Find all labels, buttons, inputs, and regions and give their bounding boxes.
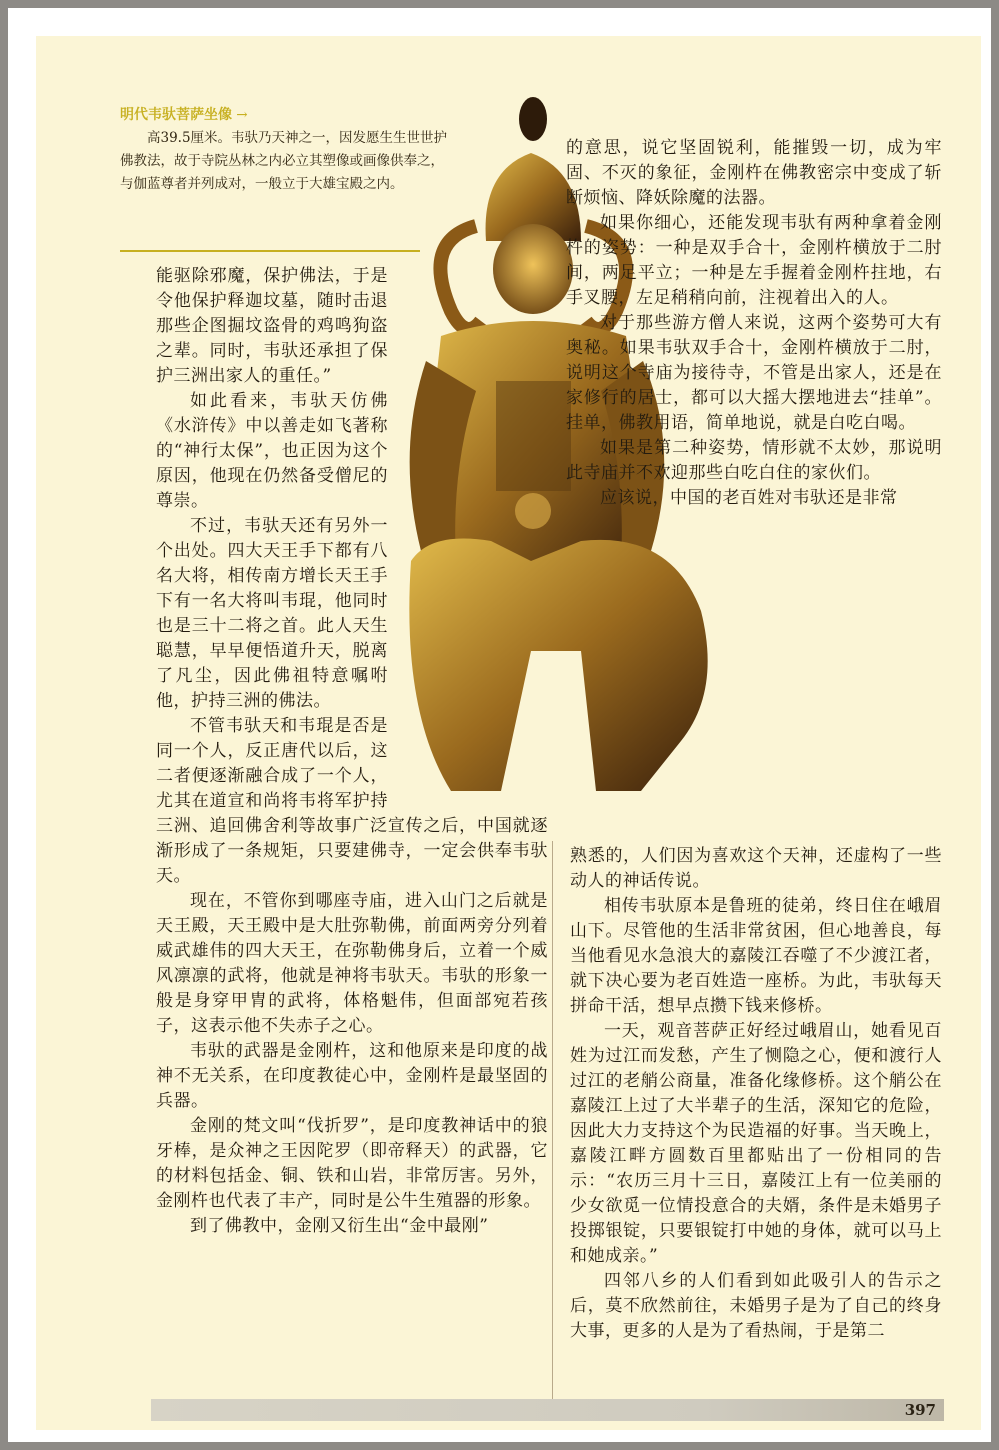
- column-divider: [552, 841, 553, 1401]
- right-column-bottom: [570, 844, 942, 1344]
- paragraph: 到了佛教中，金刚又衍生出“金中最刚”: [190, 1216, 489, 1236]
- paragraph: 不管韦驮天和韦琨是否是同一个人，反正唐代以后，这二者便逐渐融合成了一个人，尤其在道宣和尚将韦将军护持三洲、追回佛舍利等故事广泛宣传之后，中国就逐渐形成了一条规矩，只要建佛寺，一定会供奉韦驮天。: [156, 716, 548, 886]
- paragraph: 一天，观音菩萨正好经过峨眉山，她看见百姓为过江而发愁，产生了恻隐之心，便和渡行人过江的老艄公商量，准备化缘修桥。这个艄公在嘉陵江上过了大半辈子的生活，深知它的危险，因此大力支持这个为民造福的好事。当天晚上，嘉陵江畔方圆数百里都贴出了一份相同的告示：“农历三月十三日，嘉陵江上有一位美丽的少女欲觅一位情投意合的夫婿，条件是未婚男子投掷银锭，只要银锭打中她的身体，就可以马上和她成亲。”: [570, 1021, 942, 1266]
- caption-title: 明代韦驮菩萨坐像: [120, 107, 232, 123]
- paragraph: 韦驮的武器是金刚杵，这和他原来是印度的战神不无关系，在印度教徒心中，金刚杵是最坚固的兵器。: [156, 1041, 548, 1111]
- paragraph: 能驱除邪魔，保护佛法，于是令他保护释迦坟墓，随时击退那些企图掘坟盗骨的鸡鸣狗盗之辈。同时，韦驮还承担了保护三洲出家人的重任。”: [156, 266, 388, 386]
- float-spacer: [388, 264, 548, 804]
- paragraph: 四邻八乡的人们看到如此吸引人的告示之后，莫不欣然前往，未婚男子是为了自己的终身大事，更多的人是为了看热闹，于是第二: [570, 1271, 942, 1341]
- page-number: 397: [904, 1401, 936, 1419]
- caption-underline: [120, 250, 420, 252]
- left-column: [156, 264, 548, 1239]
- paragraph: 的意思，说它坚固锐利，能摧毁一切，成为牢固、不灭的象征，金刚杵在佛教密宗中变成了斩断烦恼、降妖除魔的法器。: [566, 138, 942, 208]
- page-frame: [8, 8, 991, 1442]
- paragraph: 对于那些游方僧人来说，这两个姿势可大有奥秘。如果韦驮双手合十，金刚杵横放于二肘，说明这个寺庙为接待寺，不管是出家人，还是在家修行的居士，都可以大摇大摆地进去“挂单”。挂单，佛教用语，简单地说，就是白吃白喝。: [566, 313, 942, 433]
- paragraph: 应该说，中国的老百姓对韦驮还是非常: [600, 488, 898, 508]
- page: [36, 36, 981, 1430]
- paragraph: 不过，韦驮天还有另外一个出处。四大天王手下都有八名大将，相传南方增长天王手下有一名大将叫韦琨，他同时也是三十二将之首。此人天生聪慧，早早便悟道升天，脱离了凡尘，因此佛祖特意嘱咐他，护持三洲的佛法。: [156, 516, 388, 711]
- caption-arrow: →: [236, 107, 248, 123]
- paragraph: 相传韦驮原本是鲁班的徒弟，终日住在峨眉山下。尽管他的生活非常贫困，但心地善良，每当他看见水急浪大的嘉陵江吞噬了不少渡江者，就下决心要为老百姓造一座桥。为此，韦驮每天拼命干活，想早点攒下钱来修桥。: [570, 896, 942, 1016]
- paragraph: 如果是第二种姿势，情形就不太妙，那说明此寺庙并不欢迎那些白吃白住的家伙们。: [566, 438, 942, 483]
- caption-text: 高39.5厘米。韦驮乃天神之一，因发愿生生世世护佛教法，故于寺院丛林之内必立其塑像或画像供奉之，与伽蓝尊者并列成对，一般立于大雄宝殿之内。: [120, 130, 448, 192]
- paragraph: 如果你细心，还能发现韦驮有两种拿着金刚杵的姿势：一种是双手合十，金刚杵横放于二肘间，两足平立；一种是左手握着金刚杵拄地，右手叉腰，左足稍稍向前，注视着出入的人。: [566, 213, 942, 308]
- footer-bar: [151, 1399, 944, 1421]
- right-column-top: [566, 136, 942, 511]
- paragraph: 熟悉的，人们因为喜欢这个天神，还虚构了一些动人的神话传说。: [570, 846, 942, 891]
- paragraph: 金刚的梵文叫“伐折罗”，是印度教神话中的狼牙棒，是众神之王因陀罗（即帝释天）的武器，它的材料包括金、铜、铁和山岩，非常厉害。另外，金刚杵也代表了丰产，同时是公牛生殖器的形象。: [156, 1116, 548, 1211]
- paragraph: 现在，不管你到哪座寺庙，进入山门之后就是天王殿，天王殿中是大肚弥勒佛，前面两旁分列着威武雄伟的四大天王，在弥勒佛身后，立着一个威风凛凛的武将，他就是神将韦驮天。韦驮的形象一般是身穿甲胄的武将，体格魁伟，但面部宛若孩子，这表示他不失赤子之心。: [156, 891, 548, 1036]
- paragraph: 如此看来，韦驮天仿佛《水浒传》中以善走如飞著称的“神行太保”，也正因为这个原因，他现在仍然备受僧尼的尊崇。: [156, 391, 388, 511]
